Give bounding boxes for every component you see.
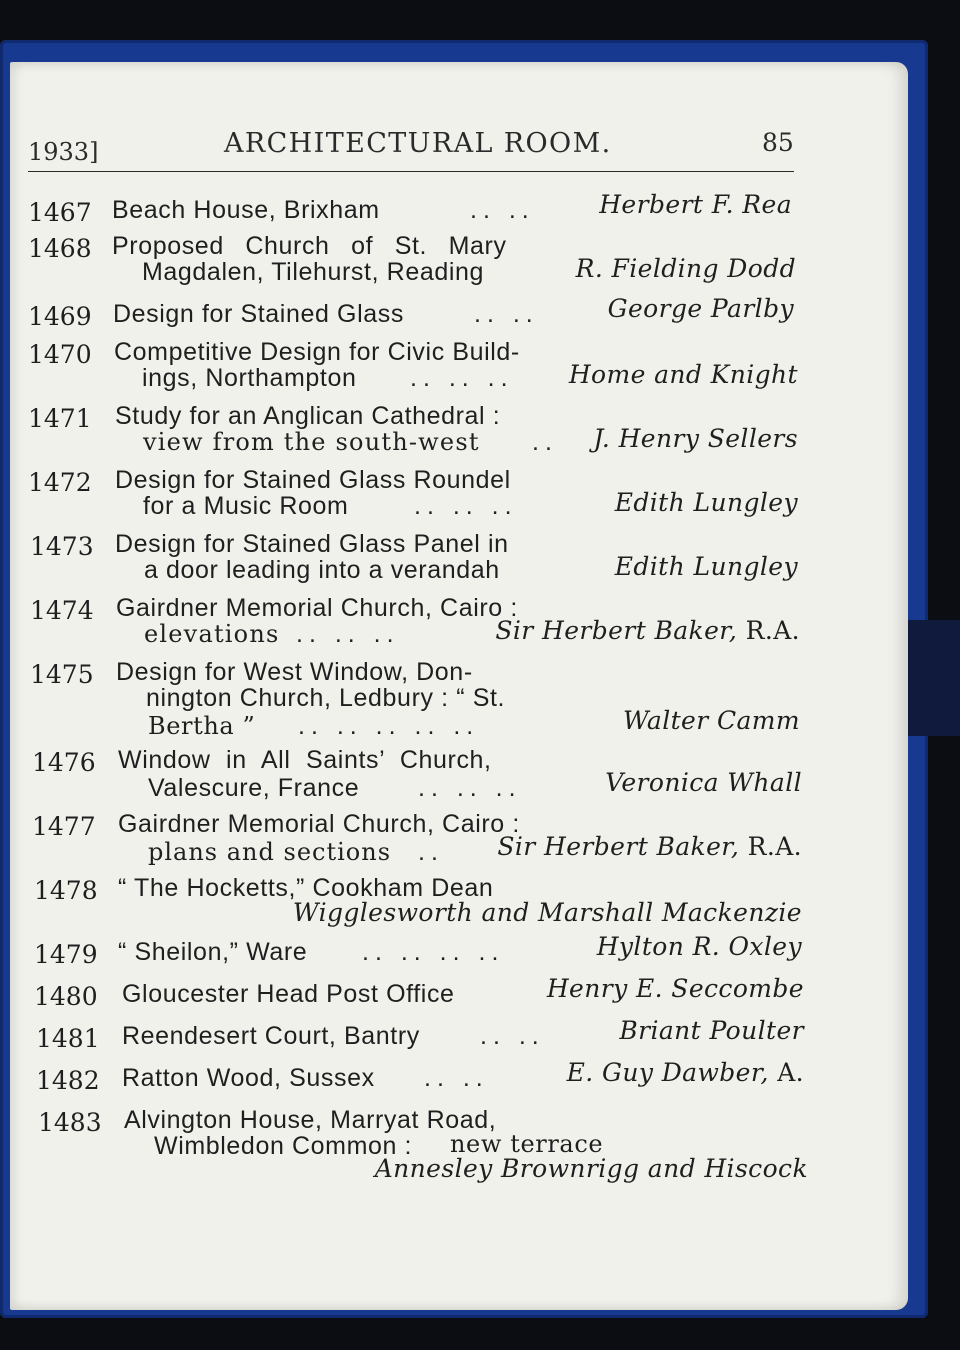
entry-number: 1482 <box>36 1066 100 1095</box>
entry-title-line: elevations <box>144 620 280 648</box>
entry-title-line: Proposed Church of St. Mary <box>112 232 507 260</box>
author-name: Sir Herbert Baker, <box>497 832 740 861</box>
entry-title-line: Design for Stained Glass Roundel <box>115 466 511 494</box>
leader-dots: .. .. .. <box>414 492 518 520</box>
entry-number: 1467 <box>28 198 92 227</box>
entry-author <box>567 1058 804 1087</box>
entry-title-line: Ratton Wood, Sussex <box>122 1064 375 1092</box>
entry-title-line: for a Music Room <box>143 492 349 520</box>
entry-title-line: Wimbledon Common : <box>154 1132 413 1160</box>
author-suffix: A. <box>777 1058 804 1087</box>
entry-author: Edith Lungley <box>614 552 798 581</box>
entry-number: 1480 <box>34 982 98 1011</box>
leader-dots: .. .. <box>470 196 535 224</box>
entry-author <box>495 616 800 645</box>
entry-title-line: Design for Stained Glass <box>113 300 404 328</box>
entry-title-line: Alvington House, Marryat Road, <box>124 1106 497 1134</box>
entry-title-line: “ Sheilon,” Ware <box>118 938 308 966</box>
entry-number: 1472 <box>28 468 92 497</box>
entry-title-line: Reendesert Court, Bantry <box>122 1022 420 1050</box>
entry-number: 1470 <box>28 340 92 369</box>
entry-title-line: Competitive Design for Civic Build- <box>114 338 520 366</box>
author-suffix: R.A. <box>747 832 802 861</box>
entry-author: George Parlby <box>607 294 794 323</box>
entry-author: Wigglesworth and Marshall Mackenzie <box>292 898 802 927</box>
entry-title-line: view from the south-west <box>143 428 480 456</box>
entry-number: 1478 <box>34 876 98 905</box>
entry-number: 1475 <box>30 660 94 689</box>
entry-title-line: Design for West Window, Don- <box>116 658 473 686</box>
leader-dots: .. .. .. <box>410 364 514 392</box>
leader-dots: .. .. .. .. <box>362 938 505 966</box>
author-suffix: R.A. <box>745 616 800 645</box>
entry-title-line: Gloucester Head Post Office <box>122 980 455 1008</box>
leader-dots: .. .. .. <box>296 620 400 648</box>
header-year: 1933] <box>28 138 99 166</box>
leader-dots: .. .. .. <box>418 774 522 802</box>
entry-number: 1481 <box>36 1024 100 1053</box>
entry-title-line: Study for an Anglican Cathedral : <box>115 402 501 430</box>
author-name: E. Guy Dawber, <box>566 1058 769 1087</box>
entry-title-line: a door leading into a verandah <box>144 556 500 584</box>
bookmark-ribbon <box>908 620 960 736</box>
entry-author: Edith Lungley <box>614 488 798 517</box>
entry-author: Veronica Whall <box>605 768 802 797</box>
entry-author: Briant Poulter <box>619 1016 804 1045</box>
leader-dots: .. <box>532 428 558 456</box>
author-name: Sir Herbert Baker, <box>495 616 738 645</box>
entry-title-line: Beach House, Brixham <box>112 196 380 224</box>
leader-dots: .. .. <box>424 1064 489 1092</box>
entry-title-line: ings, Northampton <box>142 364 357 392</box>
entry-number: 1483 <box>38 1108 102 1137</box>
entry-title-line: new terrace <box>450 1130 604 1158</box>
entry-author: Walter Camm <box>622 706 800 735</box>
entry-author <box>497 832 802 861</box>
entry-number: 1479 <box>34 940 98 969</box>
leader-dots: .. <box>418 838 444 866</box>
entry-number: 1471 <box>28 404 92 433</box>
entry-author: J. Henry Sellers <box>593 424 798 453</box>
header-rule <box>28 171 794 172</box>
entry-title-line: Window in All Saints’ Church, <box>118 746 492 774</box>
entry-number: 1468 <box>28 234 92 263</box>
page-title: ARCHITECTURAL ROOM. <box>224 128 612 159</box>
entry-title-line: Magdalen, Tilehurst, Reading <box>142 258 484 286</box>
entry-author: Herbert F. Rea <box>599 190 792 219</box>
entry-number: 1474 <box>30 596 94 625</box>
entry-author: Hylton R. Oxley <box>596 932 802 961</box>
entry-title-line: Valescure, France <box>148 774 360 802</box>
entry-title-line: Bertha ” <box>148 712 256 740</box>
leader-dots: .. .. <box>474 300 539 328</box>
page-number: 85 <box>762 128 794 157</box>
entry-author: Henry E. Seccombe <box>546 974 804 1003</box>
entry-title-line: plans and sections <box>148 838 392 866</box>
entry-title-line: Gairdner Memorial Church, Cairo : <box>118 810 520 838</box>
entry-author: Annesley Brownrigg and Hiscock <box>374 1154 808 1183</box>
leader-dots: .. .. .. .. .. <box>298 712 480 740</box>
entry-title-line: Design for Stained Glass Panel in <box>115 530 509 558</box>
entry-title-line: nington Church, Ledbury : “ St. <box>146 684 506 712</box>
entry-number: 1469 <box>28 302 92 331</box>
entry-author: R. Fielding Dodd <box>575 254 796 283</box>
leader-dots: .. .. <box>480 1022 545 1050</box>
entry-number: 1477 <box>32 812 96 841</box>
entry-number: 1473 <box>30 532 94 561</box>
entry-author: Home and Knight <box>568 360 798 389</box>
entry-number: 1476 <box>32 748 96 777</box>
running-header <box>0 124 960 164</box>
entry-title-line: Gairdner Memorial Church, Cairo : <box>116 594 518 622</box>
entry-title-line: “ The Hocketts,” Cookham Dean <box>118 874 494 902</box>
